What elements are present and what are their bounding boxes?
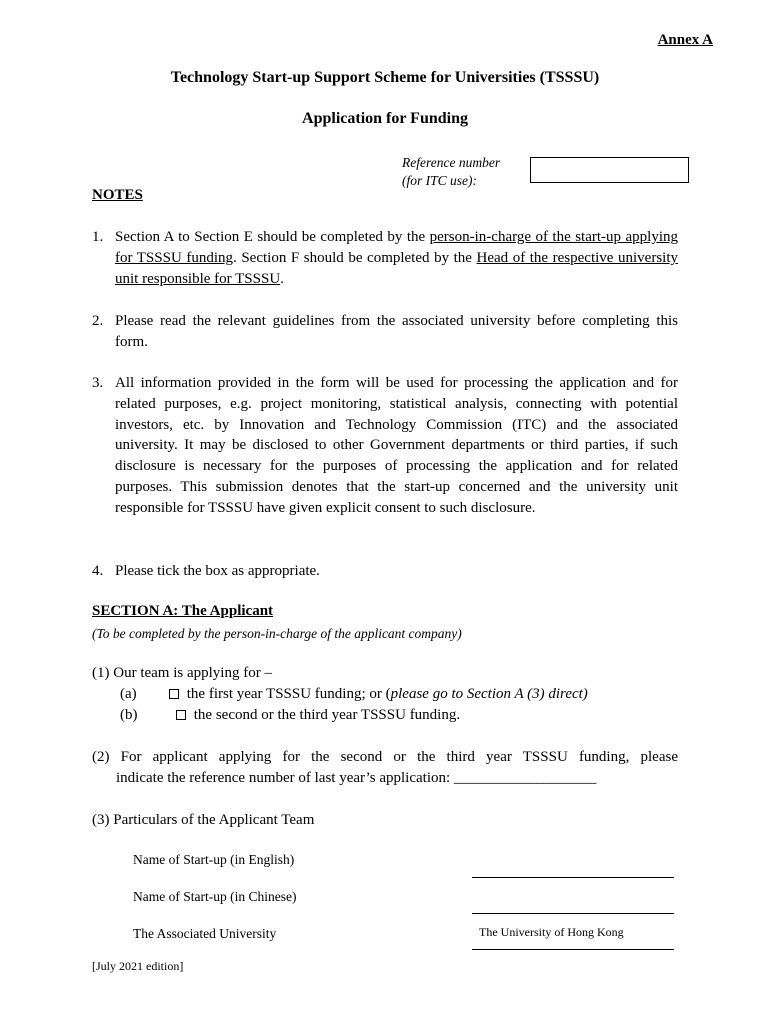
notes-heading: NOTES xyxy=(92,187,143,203)
reference-number-label xyxy=(402,154,500,190)
underlined-phrase: person-in-charge of the start-up applying for TSSSU funding xyxy=(115,229,678,266)
option-a-instruction: please go to Section A (3) direct) xyxy=(390,686,588,702)
field-label-associated-university: The Associated University xyxy=(133,926,277,941)
note-text: Please read the relevant guidelines from the associated university before completing this form. xyxy=(115,313,678,350)
annex-label: Annex A xyxy=(657,32,713,48)
section-a-subheading: (To be completed by the person-in-charge of the applicant company) xyxy=(92,626,462,641)
note-number: 4. xyxy=(92,563,104,579)
field-value-associated-university: The University of Hong Kong xyxy=(479,925,624,939)
note-text: Section A to Section E should be completed by the person-in-charge of the start-up applying for TSSSU funding. Section F should be completed by the Head of the respective university unit responsible for TSSSU. xyxy=(115,229,678,287)
reference-label-line1: Reference number xyxy=(402,155,501,170)
question-2-line2[interactable]: indicate the reference number of last year’s application: ___________________ xyxy=(116,770,597,786)
note-item-1 xyxy=(92,227,678,289)
field-label-startup-english: Name of Start-up (in English) xyxy=(133,852,295,867)
question-2-line1: (2) For applicant applying for the second or the third year TSSSU funding, please xyxy=(92,749,678,765)
option-a xyxy=(169,684,588,705)
note-item-4 xyxy=(92,561,678,582)
startup-chinese-input[interactable] xyxy=(472,913,674,914)
option-a-text: the first year TSSSU funding; or ( xyxy=(183,686,391,702)
option-a-checkbox[interactable] xyxy=(169,689,179,699)
section-a-heading: SECTION A: The Applicant xyxy=(92,603,274,619)
document-title: Technology Start-up Support Scheme for Universities (TSSSU) xyxy=(170,69,600,86)
note-number: 2. xyxy=(92,313,104,329)
question-3-label: (3) Particulars of the Applicant Team xyxy=(92,812,315,828)
startup-english-input[interactable] xyxy=(472,877,674,878)
field-label-startup-chinese: Name of Start-up (in Chinese) xyxy=(133,889,297,904)
note-number: 3. xyxy=(92,375,104,391)
option-b-marker: (b) xyxy=(120,707,138,723)
associated-university-input[interactable] xyxy=(472,949,674,950)
option-b-checkbox[interactable] xyxy=(176,710,186,720)
note-number: 1. xyxy=(92,229,104,245)
option-b xyxy=(176,705,460,726)
note-item-2 xyxy=(92,311,678,353)
question-1-label: (1) Our team is applying for – xyxy=(92,665,272,681)
note-item-3 xyxy=(92,373,678,519)
document-subtitle: Application for Funding xyxy=(302,110,468,127)
edition-footer: [July 2021 edition] xyxy=(92,959,184,973)
underlined-phrase: Head of the respective university unit responsible for TSSSU xyxy=(115,249,678,287)
option-a-marker: (a) xyxy=(120,686,137,702)
note-text: All information provided in the form will be used for processing the application and for related purposes, e.g. project monitoring, statistical analysis, connecting with potential investors, etc. by Innovation and Technology Commission (ITC) and the associated university. It may be disclosed to other Government departments or third parties, if such disclosure is necessary for the purposes of processing the application and for related purposes. This submission denotes that the start-up concerned and the university unit responsible for TSSSU have given explicit consent to such disclosure. xyxy=(115,375,678,516)
note-text: Please tick the box as appropriate. xyxy=(115,563,320,579)
option-b-text: the second or the third year TSSSU funding. xyxy=(190,707,461,723)
reference-label-line2: (for ITC use): xyxy=(402,173,477,188)
reference-number-field[interactable] xyxy=(530,157,689,183)
